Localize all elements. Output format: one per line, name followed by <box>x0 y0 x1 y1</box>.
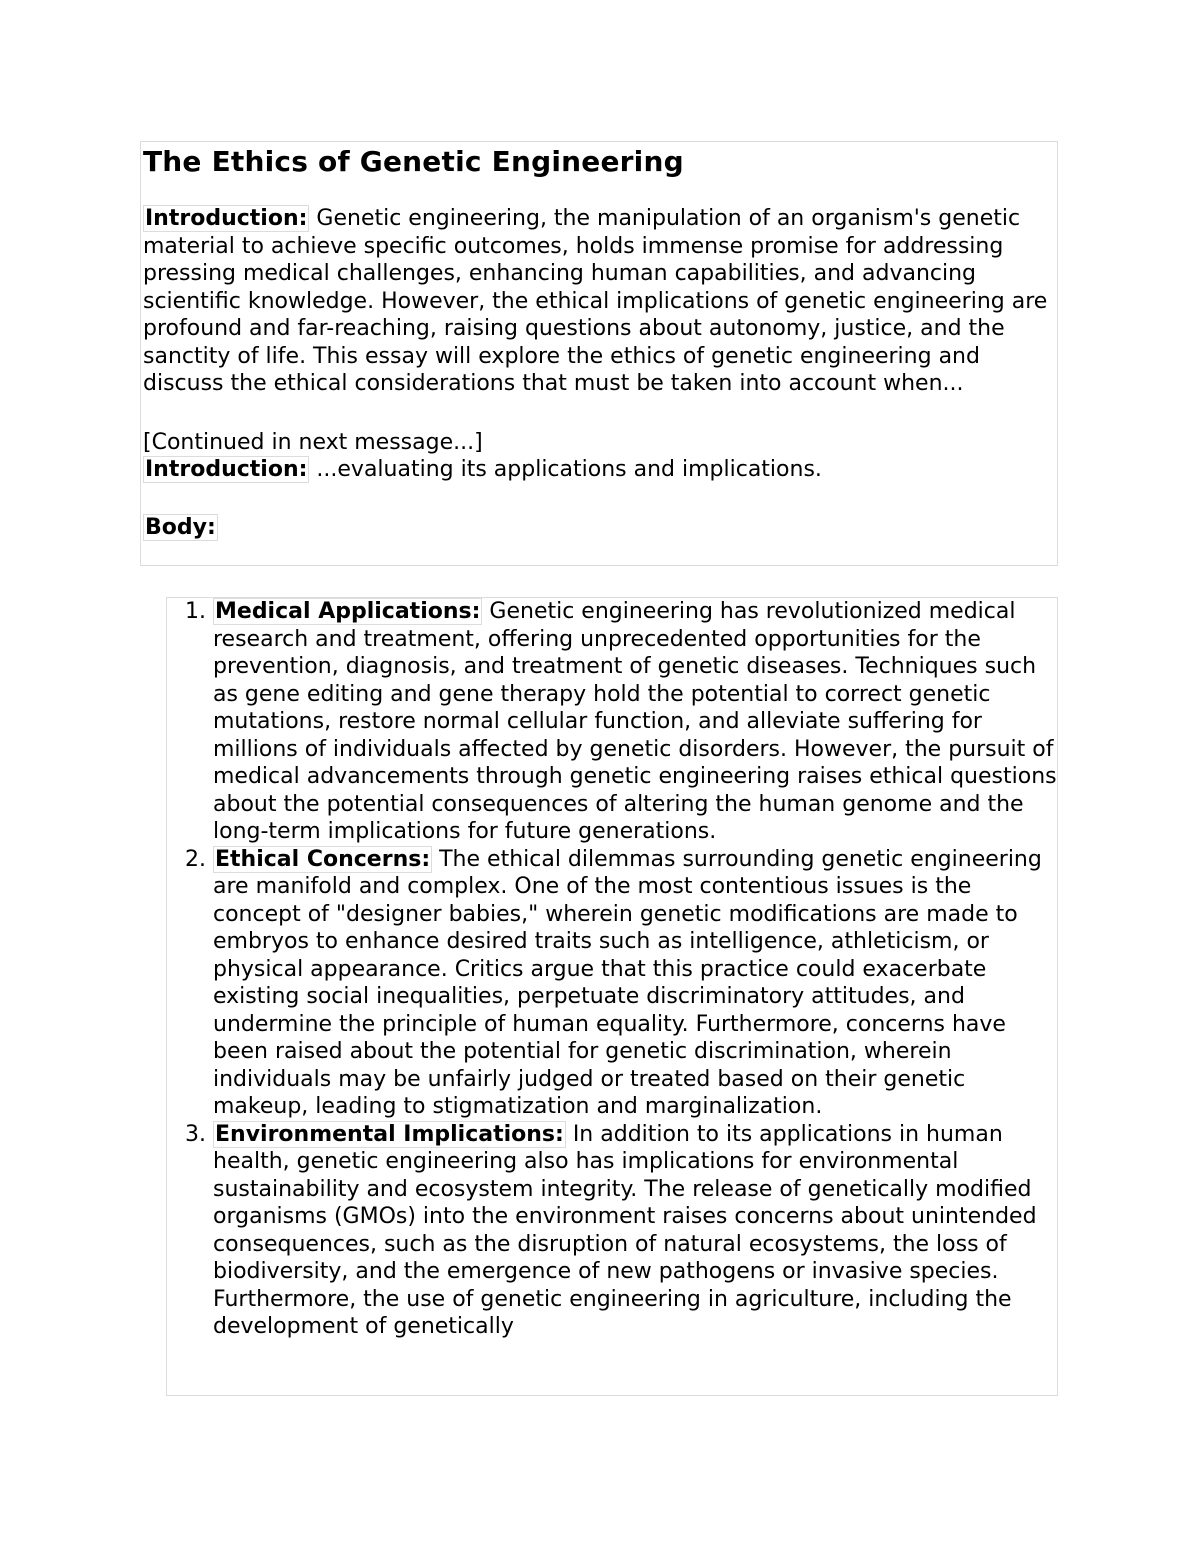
list-item-text: Genetic engineering has revolutionized medical research and treatment, offering unprecedented opportunities for the prevention, diagnosis, and treatment of genetic diseases. Techniques such as gene editing and gene therapy hold the potential to correct genetic mutations, restore normal cellular function, and alleviate suffering for millions of individuals affected by genetic disorders. However, the pursuit of medical advancements through genetic engineering raises ethical questions about the potential consequences of altering the human genome and the long-term implications for future generations. <box>213 599 1057 844</box>
intro-paragraph <box>143 205 1055 398</box>
intro-continued-text: ...evaluating its applications and implications. <box>309 457 822 482</box>
body-list <box>167 598 1057 1341</box>
list-item-label: Medical Applications: <box>215 599 481 624</box>
continued-note: [Continued in next message...] <box>143 429 483 455</box>
intro-block <box>140 141 1058 566</box>
list-item-label: Environmental Implications: <box>215 1121 564 1147</box>
body-heading: Body: <box>145 514 216 540</box>
body-list-block <box>166 597 1058 1396</box>
document-title: The Ethics of Genetic Engineering <box>143 145 684 178</box>
list-item-ethical-concerns <box>213 846 1057 1121</box>
list-item-environmental-implications <box>213 1121 1057 1341</box>
list-item-text: The ethical dilemmas surrounding genetic engineering are manifold and complex. One of the most contentious issues is the concept of "designer babies," wherein genetic modifications are made to embryos to enhance desired traits such as intelligence, athleticism, or physical appearance. Critics argue that this practice could exacerbate existing social inequalities, perpetuate discriminatory attitudes, and undermine the principle of human equality. Furthermore, concerns have been raised about the potential for genetic discrimination, wherein individuals may be unfairly judged or treated based on their genetic makeup, leading to stigmatization and marginalization. <box>213 846 1042 1119</box>
intro-label: Introduction: <box>145 206 308 231</box>
list-item-text: In addition to its applications in human health, genetic engineering also has implications for environmental sustainability and ecosystem integrity. The release of genetically modified organisms (GMOs) into the environment raises concerns about unintended consequences, such as the disruption of natural ecosystems, the loss of biodiversity, and the emergence of new pathogens or invasive species. Furthermore, the use of genetic engineering in agriculture, including the development of genetically <box>213 1121 1037 1339</box>
body-heading-paragraph <box>143 514 1055 542</box>
intro-continued-label: Introduction: <box>145 457 308 482</box>
list-item-medical-applications <box>213 598 1057 846</box>
intro-text: Genetic engineering, the manipulation of an organism's genetic material to achieve specific outcomes, holds immense promise for addressing pressing medical challenges, enhancing human capabilities, and advancing scientific knowledge. However, the ethical implications of genetic engineering are profound and far-reaching, raising questions about autonomy, justice, and the sanctity of life. This essay will explore the ethics of genetic engineering and discuss the ethical considerations that must be taken into account when... <box>143 206 1048 396</box>
list-item-label: Ethical Concerns: <box>215 846 431 872</box>
intro-continued-paragraph <box>143 456 1055 484</box>
